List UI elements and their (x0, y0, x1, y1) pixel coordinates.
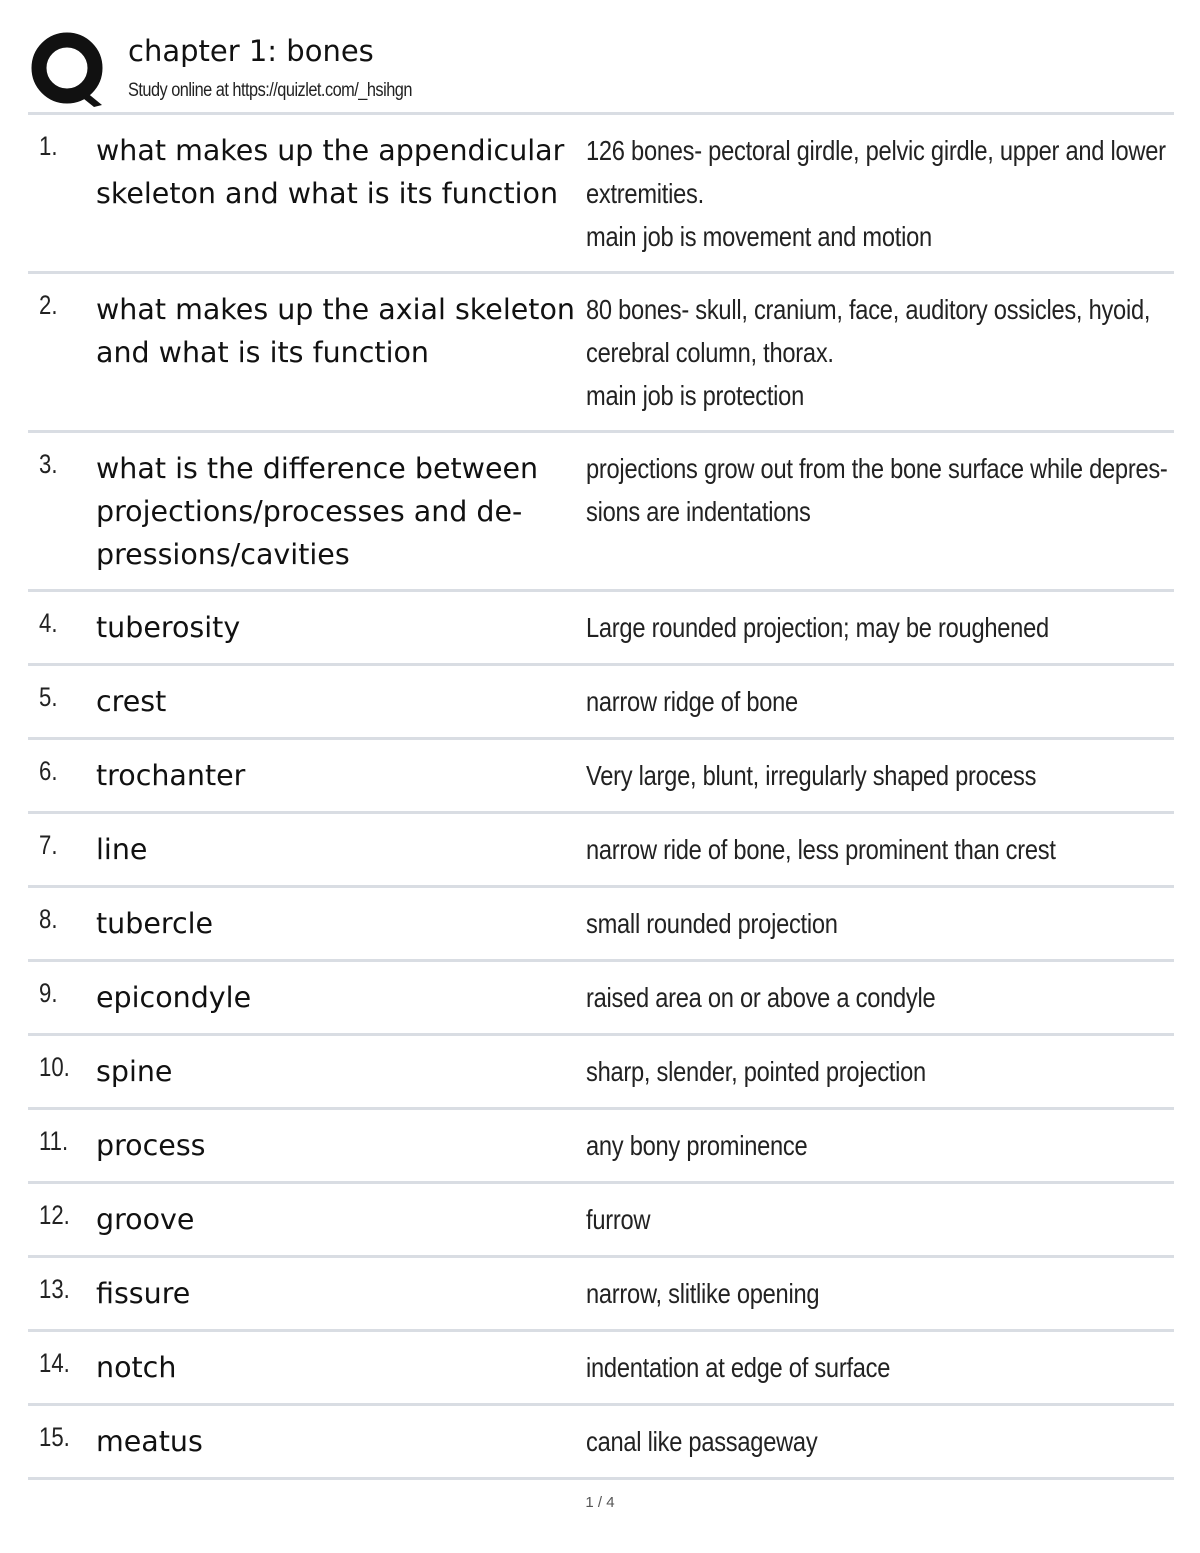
card-definition (586, 754, 1161, 797)
flashcard-row (28, 1406, 1174, 1480)
flashcard-row (28, 740, 1174, 814)
flashcard-row (28, 1110, 1174, 1184)
flashcard-row (28, 592, 1174, 666)
card-definition (586, 288, 1161, 417)
definition-line: projections grow out from the bone surface while depres- (586, 453, 1168, 484)
card-number: 8. (39, 904, 58, 934)
card-definition (586, 1198, 1161, 1241)
card-term: notch (96, 1351, 177, 1384)
card-number: 11. (39, 1126, 69, 1156)
card-term: crest (96, 685, 167, 718)
definition-line: any bony prominence (586, 1130, 808, 1161)
card-number: 7. (39, 830, 58, 860)
card-term: fissure (96, 1277, 191, 1310)
card-number: 2. (39, 290, 58, 320)
definition-line: canal like passageway (586, 1426, 818, 1457)
definition-line: sions are indentations (586, 496, 811, 527)
page-header (28, 28, 1174, 112)
definition-line: Very large, blunt, irregularly shaped process (586, 760, 1037, 791)
card-term: tubercle (96, 907, 214, 940)
flashcard-row (28, 433, 1174, 592)
definition-line: main job is movement and motion (586, 221, 932, 252)
card-definition (586, 902, 1161, 945)
card-number: 1. (39, 131, 58, 161)
page-number: 1 / 4 (585, 1494, 615, 1511)
card-number: 4. (39, 608, 58, 638)
card-number: 15. (39, 1422, 70, 1452)
flashcard-row (28, 274, 1174, 433)
card-term: what makes up the axial skeleton and what is its function (96, 293, 575, 369)
definition-line: small rounded projection (586, 908, 838, 939)
definition-line: cerebral column, thorax. (586, 337, 834, 368)
card-term: groove (96, 1203, 195, 1236)
card-term: what is the difference between projections/processes and de-pressions/cavities (96, 452, 539, 571)
flashcard-row (28, 814, 1174, 888)
card-definition (586, 606, 1161, 649)
card-definition (586, 976, 1161, 1019)
card-number: 12. (39, 1200, 70, 1230)
card-definition (586, 1050, 1161, 1093)
card-definition (586, 680, 1161, 723)
quizlet-logo-icon (30, 31, 106, 107)
card-term: tuberosity (96, 611, 241, 644)
flashcard-row (28, 1184, 1174, 1258)
card-definition (586, 447, 1168, 533)
definition-line: sharp, slender, pointed projection (586, 1056, 926, 1087)
definition-line: furrow (586, 1204, 651, 1235)
card-number: 9. (39, 978, 58, 1008)
flashcard-row (28, 888, 1174, 962)
card-definition (586, 1272, 1161, 1315)
flashcard-list (28, 115, 1174, 1480)
card-term: line (96, 833, 148, 866)
card-term: epicondyle (96, 981, 252, 1014)
card-definition (586, 828, 1161, 871)
card-number: 5. (39, 682, 58, 712)
card-number: 6. (39, 756, 58, 786)
card-definition (586, 129, 1166, 258)
card-definition (586, 1420, 1161, 1463)
card-term: process (96, 1129, 206, 1162)
definition-line: extremities. (586, 178, 704, 209)
definition-line: narrow ridge of bone (586, 686, 798, 717)
card-number: 13. (39, 1274, 70, 1304)
card-definition (586, 1124, 1161, 1167)
card-number: 10. (39, 1052, 70, 1082)
flashcard-row (28, 1258, 1174, 1332)
flashcard-row (28, 1332, 1174, 1406)
card-term: spine (96, 1055, 173, 1088)
card-term: meatus (96, 1425, 203, 1458)
page-title: chapter 1: bones (128, 34, 374, 68)
card-term: what makes up the appendicular skeleton and what is its function (96, 134, 565, 210)
study-online-link[interactable]: Study online at https://quizlet.com/_hsihgn (128, 80, 412, 101)
card-term: trochanter (96, 759, 246, 792)
definition-line: main job is protection (586, 380, 804, 411)
flashcard-row (28, 666, 1174, 740)
definition-line: 80 bones- skull, cranium, face, auditory ossicles, hyoid, (586, 294, 1151, 325)
flashcard-row (28, 115, 1174, 274)
definition-line: indentation at edge of surface (586, 1352, 891, 1383)
definition-line: Large rounded projection; may be roughened (586, 612, 1049, 643)
definition-line: 126 bones- pectoral girdle, pelvic girdle, upper and lower (586, 135, 1166, 166)
definition-line: raised area on or above a condyle (586, 982, 936, 1013)
card-number: 14. (39, 1348, 70, 1378)
definition-line: narrow, slitlike opening (586, 1278, 820, 1309)
card-number: 3. (39, 449, 58, 479)
definition-line: narrow ride of bone, less prominent than crest (586, 834, 1056, 865)
card-definition (586, 1346, 1161, 1389)
flashcard-row (28, 1036, 1174, 1110)
flashcard-row (28, 962, 1174, 1036)
